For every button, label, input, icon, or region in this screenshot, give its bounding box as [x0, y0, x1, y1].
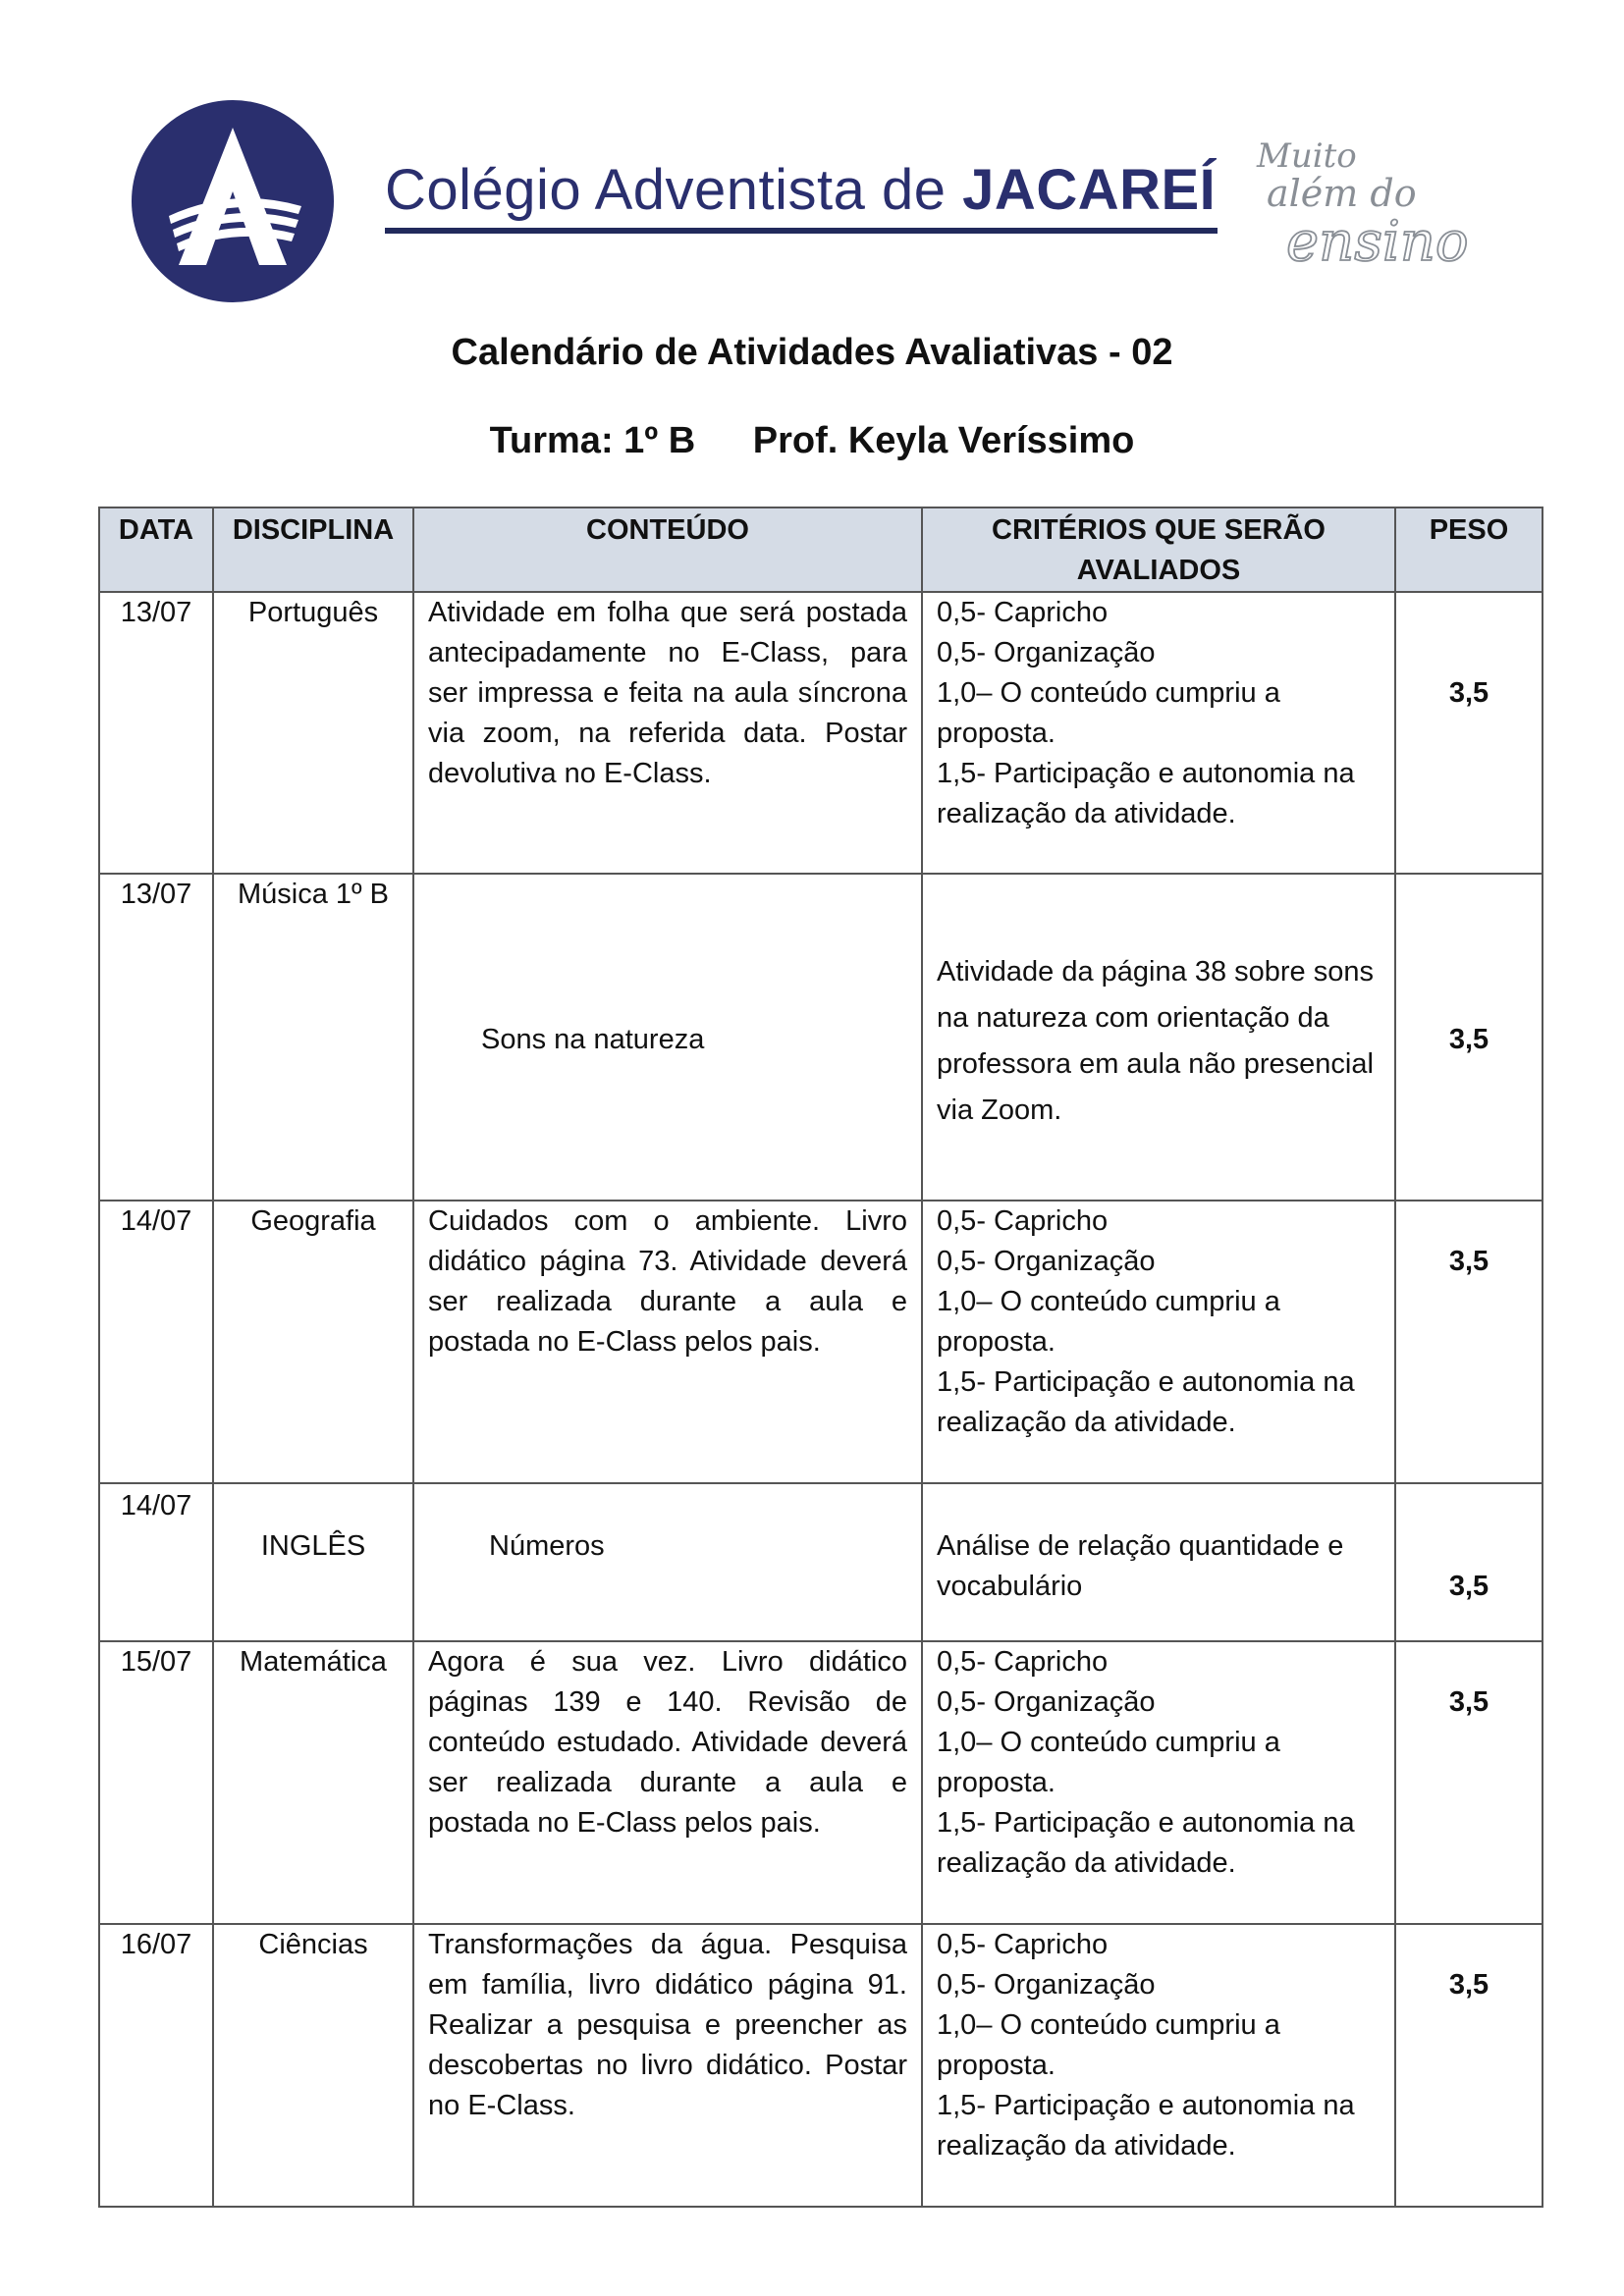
criteria-item: 1,5- Participação e autonomia na realização da atividade. — [937, 1807, 1355, 1879]
criteria-item: 1,0– O conteúdo cumpriu a proposta. — [937, 1727, 1280, 1798]
row-content-text: Números — [489, 1530, 605, 1562]
row-weight — [1395, 1483, 1543, 1641]
row-weight-value: 3,5 — [1448, 1571, 1489, 1602]
row-content: Atividade em folha que será postada antecipadamente no E-Class, para ser impressa e feita na aula síncrona via zoom, na referida data. Postar devolutiva no E-Class. — [413, 592, 922, 874]
header-content: CONTEÚDO — [413, 507, 922, 592]
criteria-item: 1,5- Participação e autonomia na realização da atividade. — [937, 1366, 1355, 1438]
row-weight — [1395, 1641, 1543, 1924]
row-criteria — [922, 1201, 1395, 1483]
header-discipline: DISCIPLINA — [213, 507, 413, 592]
row-date: 14/07 — [99, 1201, 213, 1483]
criteria-item: Atividade da página 38 sobre sons na natureza com orientação da professora em aula não presencial via Zoom. — [937, 956, 1374, 1126]
row-date: 16/07 — [99, 1924, 213, 2207]
criteria-item: 1,5- Participação e autonomia na realização da atividade. — [937, 2090, 1355, 2162]
row-criteria — [922, 1924, 1395, 2207]
criteria-item: 0,5- Capricho — [937, 1929, 1109, 1960]
row-content — [413, 1483, 922, 1641]
row-content: Transformações da água. Pesquisa em família, livro didático página 91. Realizar a pesquisa e preencher as descobertas no livro didático. Postar no E-Class. — [413, 1924, 922, 2207]
row-weight-value: 3,5 — [1448, 1246, 1489, 1277]
row-criteria — [922, 1641, 1395, 1924]
criteria-item: 0,5- Organização — [937, 1686, 1156, 1718]
row-date — [99, 1483, 213, 1641]
criteria-item: 0,5- Organização — [937, 1246, 1156, 1277]
row-weight-value: 3,5 — [1448, 677, 1489, 709]
row-content — [413, 874, 922, 1201]
table-row — [99, 874, 1543, 1201]
school-name-underline — [385, 228, 1218, 234]
criteria-item: 1,0– O conteúdo cumpriu a proposta. — [937, 2009, 1280, 2081]
row-weight — [1395, 592, 1543, 874]
row-content: Cuidados com o ambiente. Livro didático página 73. Atividade deverá ser realizada durante a aula e postada no E-Class pelos pais. — [413, 1201, 922, 1483]
row-discipline-value: INGLÊS — [260, 1530, 366, 1562]
table-row — [99, 1641, 1543, 1924]
criteria-item: 0,5- Capricho — [937, 1205, 1109, 1237]
class-teacher-line — [0, 420, 1624, 462]
criteria-item: 1,0– O conteúdo cumpriu a proposta. — [937, 1286, 1280, 1358]
header-criteria: CRITÉRIOS QUE SERÃO AVALIADOS — [922, 507, 1395, 592]
criteria-item: 0,5- Organização — [937, 637, 1156, 668]
evaluation-calendar-table — [98, 507, 1543, 2208]
table-row — [99, 592, 1543, 874]
row-weight — [1395, 1924, 1543, 2207]
row-weight-value: 3,5 — [1448, 1969, 1489, 2001]
table-header-row — [99, 507, 1543, 592]
school-name-city: JACAREÍ — [962, 158, 1217, 222]
table-row — [99, 1924, 1543, 2207]
row-weight-value: 3,5 — [1448, 1686, 1489, 1718]
school-logo-icon — [130, 98, 336, 304]
row-discipline: Português — [213, 592, 413, 874]
table-row — [99, 1483, 1543, 1641]
row-weight — [1395, 1201, 1543, 1483]
slogan-logo — [1247, 128, 1512, 275]
criteria-item: 0,5- Capricho — [937, 597, 1109, 628]
page-title: Calendário de Atividades Avaliativas - 02 — [451, 332, 1173, 373]
class-label: Turma: 1º B — [489, 420, 696, 461]
row-discipline: Geografia — [213, 1201, 413, 1483]
row-criteria — [922, 874, 1395, 1201]
teacher-label: Prof. Keyla Veríssimo — [752, 420, 1135, 461]
row-weight-value: 3,5 — [1448, 1024, 1489, 1055]
criteria-item: 1,0– O conteúdo cumpriu a proposta. — [937, 677, 1280, 749]
header — [0, 0, 1624, 314]
row-content: Agora é sua vez. Livro didático páginas 139 e 140. Revisão de conteúdo estudado. Atividade deverá ser realizada durante a aula e postada no E-Class pelos pais. — [413, 1641, 922, 1924]
row-criteria — [922, 592, 1395, 874]
row-date: 13/07 — [99, 592, 213, 874]
slogan-line-3: ensino — [1286, 210, 1469, 274]
criteria-item: Análise de relação quantidade e vocabulário — [937, 1530, 1344, 1602]
row-date: 13/07 — [99, 874, 213, 1201]
criteria-item: 0,5- Organização — [937, 1969, 1156, 2001]
header-date: DATA — [99, 507, 213, 592]
row-discipline: Ciências — [213, 1924, 413, 2207]
row-date-value: 14/07 — [120, 1490, 192, 1522]
header-weight: PESO — [1395, 507, 1543, 592]
criteria-item: 0,5- Capricho — [937, 1646, 1109, 1678]
table-row — [99, 1201, 1543, 1483]
school-name — [385, 157, 1216, 223]
row-discipline — [213, 1483, 413, 1641]
criteria-item: 1,5- Participação e autonomia na realização da atividade. — [937, 758, 1355, 829]
row-discipline: Música 1º B — [213, 874, 413, 1201]
slogan-line-1: Muito — [1257, 136, 1357, 176]
row-criteria — [922, 1483, 1395, 1641]
slogan-line-2: além do — [1267, 172, 1417, 215]
row-discipline: Matemática — [213, 1641, 413, 1924]
row-date: 15/07 — [99, 1641, 213, 1924]
row-content-text: Sons na natureza — [481, 1024, 705, 1055]
row-weight — [1395, 874, 1543, 1201]
school-name-prefix: Colégio Adventista de — [385, 158, 963, 222]
